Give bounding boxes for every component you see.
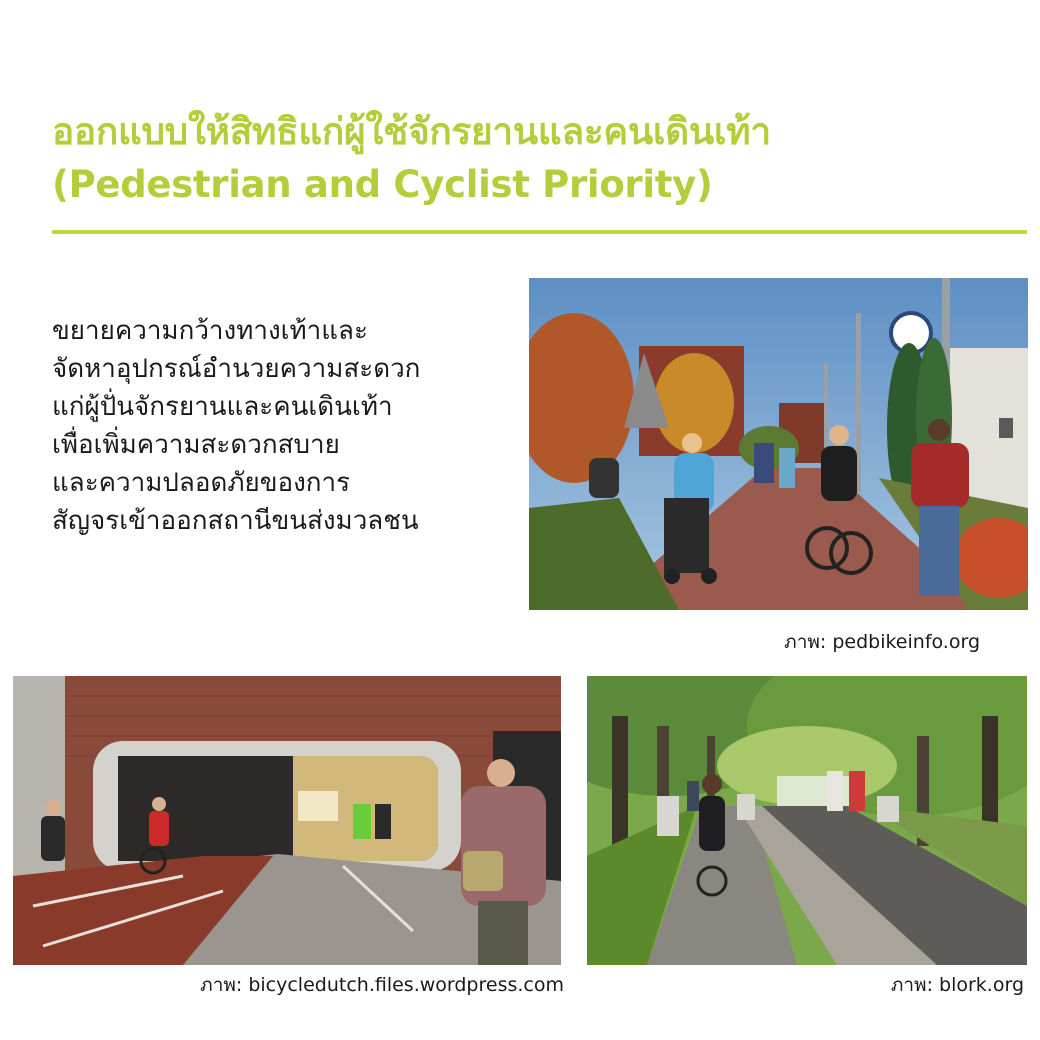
photo-credit-bottom-right: ภาพ: blork.org bbox=[890, 974, 1024, 996]
photo-credit-top: ภาพ: pedbikeinfo.org bbox=[784, 631, 980, 653]
photo-tree-lined-path bbox=[587, 676, 1027, 965]
body-paragraph bbox=[52, 312, 522, 540]
body-line: จัดหาอุปกรณ์อำนวยความสะดวก bbox=[52, 354, 421, 384]
photo-urban-trail bbox=[529, 278, 1028, 610]
page-title-thai: ออกแบบให้สิทธิแก่ผู้ใช้จักรยานและคนเดินเท้า bbox=[52, 110, 771, 153]
photo-credit-bottom-left: ภาพ: bicycledutch.files.wordpress.com bbox=[200, 974, 564, 996]
body-line: ขยายความกว้างทางเท้าและ bbox=[52, 316, 368, 346]
title-divider bbox=[52, 230, 1027, 234]
body-line: แก่ผู้ปั่นจักรยานและคนเดินเท้า bbox=[52, 392, 393, 422]
photo-bicycle-tunnel bbox=[13, 676, 561, 965]
body-line: เพื่อเพิ่มความสะดวกสบาย bbox=[52, 430, 340, 460]
body-line: และความปลอดภัยของการ bbox=[52, 468, 351, 498]
body-line: สัญจรเข้าออกสถานีขนส่งมวลชน bbox=[52, 506, 419, 536]
page-title-english: (Pedestrian and Cyclist Priority) bbox=[52, 163, 713, 206]
